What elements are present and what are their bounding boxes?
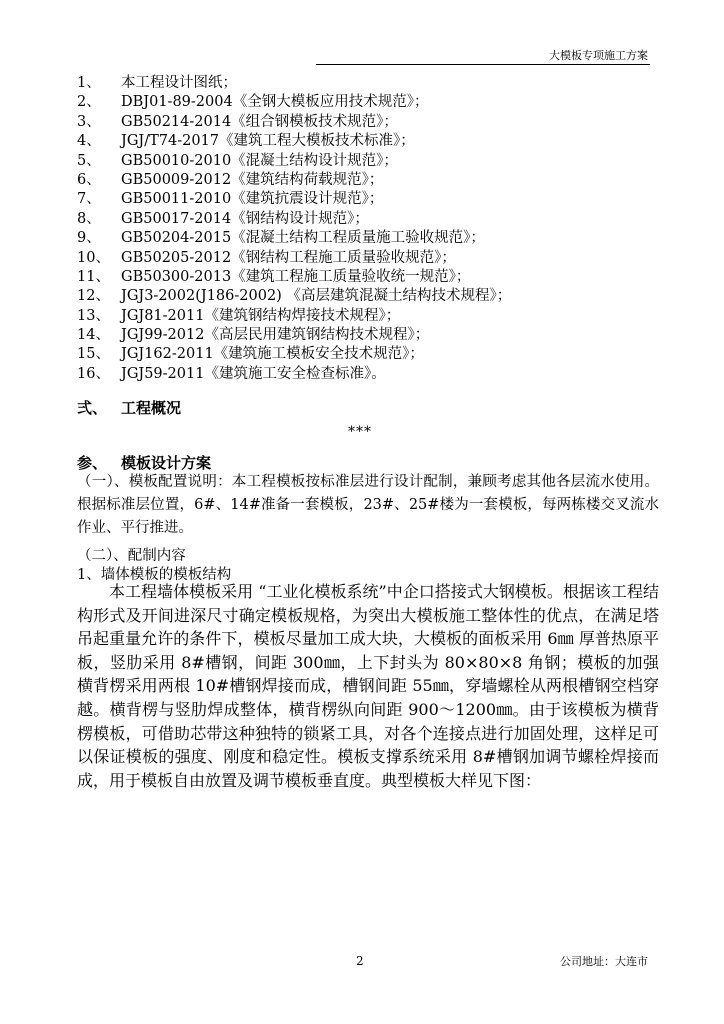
list-item: [77, 229, 511, 248]
item-text: GB50214-2014《组合钢模板技术规范》；: [121, 113, 398, 130]
item-number: 11、: [77, 268, 110, 285]
item-text: GB50009-2012《建筑结构荷载规范》；: [121, 171, 384, 188]
list-item: [77, 268, 511, 287]
list-item: [77, 171, 511, 190]
section-title: 模板设计方案: [121, 454, 212, 472]
item-text: JGJ81-2011《建筑钢结构焊接技术规程》；: [121, 307, 401, 324]
item-heading: 1、墙体模板的模板结构: [77, 567, 232, 583]
item-text: DBJ01-89-2004《全钢大模板应用技术规范》；: [121, 94, 429, 111]
item-number: 10、: [77, 249, 110, 266]
item-number: 1、: [77, 75, 101, 91]
list-item: [77, 132, 511, 151]
item-number: 9、: [77, 230, 101, 247]
item-text: JGJ3-2002(J186-2002) 《高层建筑混凝土结构技术规程》；: [121, 288, 512, 305]
item-text: 本工程设计图纸；: [121, 75, 237, 91]
section-number: 参、: [77, 454, 108, 472]
footer-address: 公司地址：大连市: [560, 955, 648, 968]
item-text: JGJ/T74-2017《建筑工程大模板技术标准》；: [121, 133, 415, 150]
item-number: 2、: [77, 94, 101, 111]
item-number: 4、: [77, 133, 101, 150]
header-rule: [316, 64, 650, 65]
item-text: GB50204-2015《混凝土结构工程质量施工验收规范》；: [121, 230, 485, 247]
section-heading-overview: [77, 399, 181, 417]
list-item: [77, 74, 511, 93]
item-text: JGJ59-2011《建筑施工安全检查标准》。: [121, 365, 386, 382]
item-number: 7、: [77, 191, 101, 208]
body-paragraph: 本工程墙体模板采用 “工业化模板系统”中企口搭接式大钢模板。根据该工程结构形式及开间进深尺寸确定模板规格，为突出大模板施工整体性的优点，在满足塔吊起重量允许的条件下，模板尽量加工成大块，大模板的面板采用 6㎜ 厚普热原平板，竖肋采用 8#槽钢，间距 300㎜，上下封头为 80×80×8 角钢；模板的加强横背楞采用两根 10#槽钢焊接而成，槽钢间距 55㎜，穿墙螺栓从两根槽钢空档穿越。横背楞与竖肋焊成整体，横背楞纵向间距 900～1200㎜。由于该模板为横背楞模板，可借助芯带这种独特的锁紧工具，对各个连接点进行加固处理，这样足可以保证模板的强度、刚度和稳定性。模板支撑系统采用 8#槽钢加调节螺栓焊接而成，用于模板自由放置及调节模板垂直度。典型模板大样见下图：: [77, 582, 659, 790]
list-item: [77, 365, 511, 384]
item-number: 3、: [77, 113, 101, 130]
item-text: GB50010-2010《混凝土结构设计规范》；: [121, 152, 398, 169]
list-item: [77, 249, 511, 268]
item-number: 12、: [77, 288, 110, 305]
item-number: 6、: [77, 171, 101, 188]
list-item: [77, 287, 511, 306]
list-item: [77, 113, 511, 132]
list-item: [77, 93, 511, 112]
placeholder-stars: ***: [348, 424, 372, 440]
item-text: JGJ99-2012《高层民用建筑钢结构技术规程》；: [121, 327, 430, 344]
item-text: GB50017-2014《钢结构设计规范》；: [121, 210, 369, 227]
item-number: 14、: [77, 327, 110, 344]
item-number: 15、: [77, 346, 110, 363]
list-item: [77, 210, 511, 229]
config-paragraph: （一）、模板配置说明：本工程模板按标准层进行设计配制，兼顾考虑其他各层流水使用。根据标准层位置，6#、14#准备一套模板，23#、25#楼为一套模板，每两栋楼交叉流水作业、平行推进。: [77, 474, 659, 536]
subsection-heading: （二）、配制内容: [77, 548, 186, 564]
section-heading-design: [77, 454, 211, 472]
reference-list: [77, 74, 511, 384]
item-text: GB50300-2013《建筑工程施工质量验收统一规范》；: [121, 268, 471, 285]
item-number: 5、: [77, 152, 101, 169]
page-number: 2: [356, 954, 364, 968]
list-item: [77, 307, 511, 326]
list-item: [77, 190, 511, 209]
item-text: JGJ162-2011《建筑施工模板安全技术规范》；: [121, 346, 424, 363]
item-number: 8、: [77, 210, 101, 227]
section-number: 弍、: [77, 399, 108, 417]
list-item: [77, 326, 511, 345]
section-title: 工程概况: [121, 399, 182, 417]
item-number: 16、: [77, 365, 110, 382]
header-title: 大模板专项施工方案: [549, 49, 648, 62]
list-item: [77, 345, 511, 364]
item-text: GB50011-2010《建筑抗震设计规范》；: [121, 191, 384, 208]
list-item: [77, 152, 511, 171]
item-text: GB50205-2012《钢结构工程施工质量验收规范》；: [121, 249, 456, 266]
item-number: 13、: [77, 307, 110, 324]
